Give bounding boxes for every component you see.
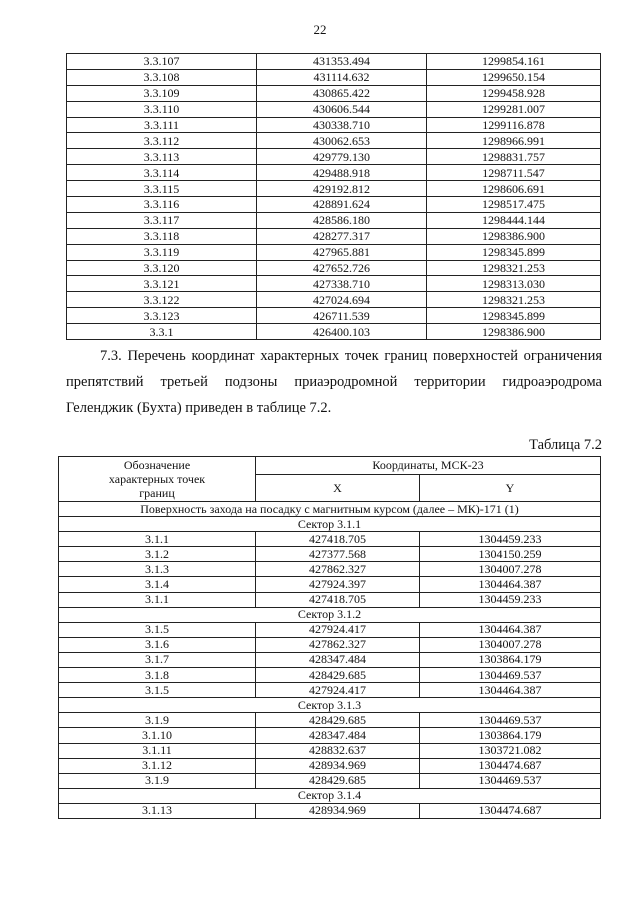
x-coordinate-cell: 427924.397: [256, 577, 420, 592]
point-id-cell: 3.3.109: [67, 85, 257, 101]
x-coordinate-cell: 431114.632: [257, 69, 427, 85]
sector-row: [59, 698, 601, 713]
y-coordinate-cell: 1298321.253: [427, 292, 601, 308]
x-header: X: [256, 475, 420, 502]
table-row: [59, 773, 601, 788]
table-row: [59, 652, 601, 667]
y-coordinate-cell: 1304459.233: [420, 592, 601, 607]
section-paragraph: [66, 343, 602, 421]
table-row: [59, 668, 601, 683]
x-coordinate-cell: 426711.539: [257, 308, 427, 324]
y-coordinate-cell: 1303721.082: [420, 743, 601, 758]
paragraph-line: Геленджик (Бухта) приведен в таблице 7.2.: [66, 400, 332, 416]
y-coordinate-cell: 1304464.387: [420, 577, 601, 592]
y-coordinate-cell: 1304464.387: [420, 622, 601, 637]
x-coordinate-cell: 427924.417: [256, 622, 420, 637]
table-row: [67, 197, 601, 213]
point-label-text: Обозначение характерных точек границ: [108, 458, 206, 500]
y-coordinate-cell: 1298345.899: [427, 244, 601, 260]
x-coordinate-cell: 428934.969: [256, 803, 420, 818]
point-id-cell: 3.1.9: [59, 773, 256, 788]
surface-title: Поверхность захода на посадку с магнитным курсом (далее – МК)-171 (1): [59, 502, 601, 517]
x-coordinate-cell: 427924.417: [256, 683, 420, 698]
table-row: [59, 622, 601, 637]
x-coordinate-cell: 430606.544: [257, 101, 427, 117]
table-row: [67, 292, 601, 308]
x-coordinate-cell: 427652.726: [257, 260, 427, 276]
point-id-cell: 3.1.5: [59, 622, 256, 637]
y-coordinate-cell: 1304150.259: [420, 547, 601, 562]
y-header: Y: [420, 475, 601, 502]
x-coordinate-cell: 428347.484: [256, 728, 420, 743]
sector-row: [59, 607, 601, 622]
table-row: [67, 165, 601, 181]
y-coordinate-cell: 1298606.691: [427, 181, 601, 197]
table-row: [67, 324, 601, 340]
x-coordinate-cell: 429779.130: [257, 149, 427, 165]
y-coordinate-cell: 1304459.233: [420, 532, 601, 547]
table-row: [59, 713, 601, 728]
y-coordinate-cell: 1298386.900: [427, 228, 601, 244]
point-id-cell: 3.3.122: [67, 292, 257, 308]
table-row: [59, 637, 601, 652]
table-row: [67, 260, 601, 276]
table-row: [67, 101, 601, 117]
table-row: [59, 562, 601, 577]
point-id-cell: 3.3.112: [67, 133, 257, 149]
y-coordinate-cell: 1298966.991: [427, 133, 601, 149]
x-coordinate-cell: 428832.637: [256, 743, 420, 758]
x-coordinate-cell: 427965.881: [257, 244, 427, 260]
sector-row: [59, 788, 601, 803]
x-coordinate-cell: 427418.705: [256, 532, 420, 547]
sector-title: Сектор 3.1.1: [59, 517, 601, 532]
x-coordinate-cell: 427862.327: [256, 637, 420, 652]
x-coordinate-cell: 430338.710: [257, 117, 427, 133]
point-id-cell: 3.1.9: [59, 713, 256, 728]
y-coordinate-cell: 1299281.007: [427, 101, 601, 117]
y-coordinate-cell: 1304469.537: [420, 773, 601, 788]
table-row: [59, 803, 601, 818]
x-coordinate-cell: 427377.568: [256, 547, 420, 562]
x-coordinate-cell: 428277.317: [257, 228, 427, 244]
point-id-cell: 3.3.116: [67, 197, 257, 213]
y-coordinate-cell: 1299854.161: [427, 54, 601, 70]
x-coordinate-cell: 431353.494: [257, 54, 427, 70]
y-coordinate-cell: 1303864.179: [420, 652, 601, 667]
x-coordinate-cell: 428429.685: [256, 668, 420, 683]
point-id-cell: 3.1.3: [59, 562, 256, 577]
point-id-cell: 3.1.12: [59, 758, 256, 773]
sector-title: Сектор 3.1.4: [59, 788, 601, 803]
x-coordinate-cell: 428891.624: [257, 197, 427, 213]
point-id-cell: 3.1.13: [59, 803, 256, 818]
x-coordinate-cell: 427338.710: [257, 276, 427, 292]
point-id-cell: 3.3.107: [67, 54, 257, 70]
paragraph-line: препятствий третьей подзоны приаэродромной территории гидроаэродрома: [66, 374, 602, 390]
y-coordinate-cell: 1299458.928: [427, 85, 601, 101]
y-coordinate-cell: 1298313.030: [427, 276, 601, 292]
point-id-cell: 3.3.111: [67, 117, 257, 133]
y-coordinate-cell: 1304474.687: [420, 803, 601, 818]
point-id-cell: 3.3.119: [67, 244, 257, 260]
point-id-cell: 3.1.6: [59, 637, 256, 652]
table-row: [59, 547, 601, 562]
point-id-cell: 3.1.4: [59, 577, 256, 592]
y-coordinate-cell: 1298831.757: [427, 149, 601, 165]
point-id-cell: 3.3.123: [67, 308, 257, 324]
y-coordinate-cell: 1304469.537: [420, 668, 601, 683]
x-coordinate-cell: 427418.705: [256, 592, 420, 607]
x-coordinate-cell: 428347.484: [256, 652, 420, 667]
coordinates-table-continued: [66, 53, 601, 340]
point-id-cell: 3.1.5: [59, 683, 256, 698]
table-row: [67, 117, 601, 133]
point-id-cell: 3.3.110: [67, 101, 257, 117]
table-row: [67, 54, 601, 70]
surface-title-row: [59, 502, 601, 517]
table-row: [67, 149, 601, 165]
sector-row: [59, 517, 601, 532]
page-number: 22: [313, 22, 327, 37]
table-row: [67, 228, 601, 244]
table-row: [67, 212, 601, 228]
point-id-cell: 3.1.11: [59, 743, 256, 758]
x-coordinate-cell: 429488.918: [257, 165, 427, 181]
table-row: [59, 728, 601, 743]
table-row: [59, 743, 601, 758]
y-coordinate-cell: 1304007.278: [420, 637, 601, 652]
point-id-cell: 3.1.7: [59, 652, 256, 667]
table-row: [59, 683, 601, 698]
y-coordinate-cell: 1299650.154: [427, 69, 601, 85]
point-id-cell: 3.3.108: [67, 69, 257, 85]
y-coordinate-cell: 1298345.899: [427, 308, 601, 324]
table-row: [59, 758, 601, 773]
y-coordinate-cell: 1303864.179: [420, 728, 601, 743]
table-row: [59, 532, 601, 547]
table-row: [67, 181, 601, 197]
y-coordinate-cell: 1304007.278: [420, 562, 601, 577]
x-coordinate-cell: 427862.327: [256, 562, 420, 577]
x-coordinate-cell: 427024.694: [257, 292, 427, 308]
coordinates-table-7-2: [58, 456, 601, 819]
point-id-cell: 3.1.1: [59, 592, 256, 607]
point-id-cell: 3.3.117: [67, 212, 257, 228]
point-id-cell: 3.3.114: [67, 165, 257, 181]
table-row: [67, 69, 601, 85]
x-coordinate-cell: 430865.422: [257, 85, 427, 101]
table-caption: Таблица 7.2: [529, 437, 602, 453]
point-id-cell: 3.3.1: [67, 324, 257, 340]
table-row: [67, 308, 601, 324]
point-id-cell: 3.3.118: [67, 228, 257, 244]
y-coordinate-cell: 1298321.253: [427, 260, 601, 276]
table-header-row: [59, 457, 601, 475]
table-row: [67, 276, 601, 292]
point-label-header: [59, 457, 256, 502]
y-coordinate-cell: 1298517.475: [427, 197, 601, 213]
point-id-cell: 3.1.2: [59, 547, 256, 562]
table-row: [67, 85, 601, 101]
point-id-cell: 3.3.113: [67, 149, 257, 165]
x-coordinate-cell: 430062.653: [257, 133, 427, 149]
y-coordinate-cell: 1298444.144: [427, 212, 601, 228]
y-coordinate-cell: 1299116.878: [427, 117, 601, 133]
y-coordinate-cell: 1298386.900: [427, 324, 601, 340]
point-id-cell: 3.1.1: [59, 532, 256, 547]
table-row: [67, 244, 601, 260]
x-coordinate-cell: 428429.685: [256, 713, 420, 728]
y-coordinate-cell: 1304469.537: [420, 713, 601, 728]
paragraph-line: 7.3. Перечень координат характерных точек границ поверхностей ограничения: [100, 348, 602, 364]
coords-header: Координаты, МСК-23: [256, 457, 601, 475]
y-coordinate-cell: 1304474.687: [420, 758, 601, 773]
y-coordinate-cell: 1298711.547: [427, 165, 601, 181]
x-coordinate-cell: 426400.103: [257, 324, 427, 340]
point-id-cell: 3.1.8: [59, 668, 256, 683]
point-id-cell: 3.1.10: [59, 728, 256, 743]
x-coordinate-cell: 429192.812: [257, 181, 427, 197]
sector-title: Сектор 3.1.2: [59, 607, 601, 622]
x-coordinate-cell: 428934.969: [256, 758, 420, 773]
table-row: [59, 592, 601, 607]
point-id-cell: 3.3.120: [67, 260, 257, 276]
table-row: [67, 133, 601, 149]
point-id-cell: 3.3.115: [67, 181, 257, 197]
x-coordinate-cell: 428586.180: [257, 212, 427, 228]
sector-title: Сектор 3.1.3: [59, 698, 601, 713]
table-row: [59, 577, 601, 592]
y-coordinate-cell: 1304464.387: [420, 683, 601, 698]
point-id-cell: 3.3.121: [67, 276, 257, 292]
x-coordinate-cell: 428429.685: [256, 773, 420, 788]
